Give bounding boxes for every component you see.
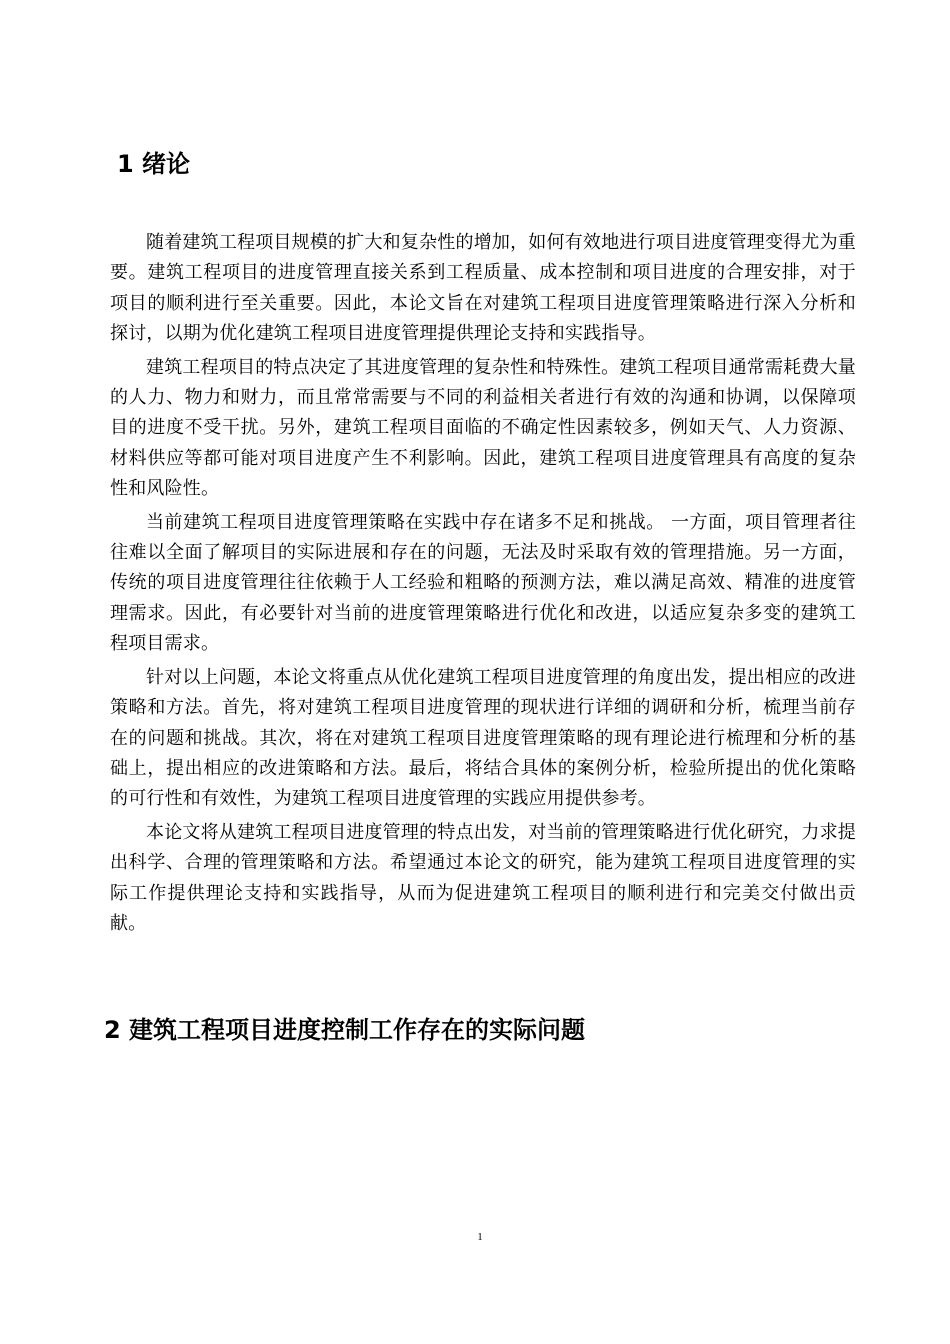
section-2-heading: 2 建筑工程项目进度控制工作存在的实际问题 — [104, 1016, 586, 1044]
paragraph-4: 针对以上问题，本论文将重点从优化建筑工程项目进度管理的角度出发，提出相应的改进策略和方法。首先，将对建筑工程项目进度管理的现状进行详细的调研和分析，梳理当前存在的问题和挑战。其次，将在对建筑工程项目进度管理策略的现有理论进行梳理和分析的基础上，提出相应的改进策略和方法。最后，将结合具体的案例分析，检验所提出的优化策略的可行性和有效性，为建筑工程项目进度管理的实践应用提供参考。 — [110, 666, 856, 810]
paragraph-1: 随着建筑工程项目规模的扩大和复杂性的增加，如何有效地进行项目进度管理变得尤为重要。建筑工程项目的进度管理直接关系到工程质量、成本控制和项目进度的合理安排，对于项目的顺利进行至关重要。因此，本论文旨在对建筑工程项目进度管理策略进行深入分析和探讨，以期为优化建筑工程项目进度管理提供理论支持和实践指导。 — [110, 232, 856, 345]
page-number: 1 — [477, 1231, 483, 1243]
section-1-body — [110, 228, 856, 939]
paragraph-5: 本论文将从建筑工程项目进度管理的特点出发，对当前的管理策略进行优化研究，力求提出科学、合理的管理策略和方法。希望通过本论文的研究，能为建筑工程项目进度管理的实际工作提供理论支持和实践指导，从而为促进建筑工程项目的顺利进行和完美交付做出贡献。 — [110, 821, 856, 934]
paragraph-2: 建筑工程项目的特点决定了其进度管理的复杂性和特殊性。建筑工程项目通常需耗费大量的人力、物力和财力，而且常常需要与不同的利益相关者进行有效的沟通和协调，以保障项目的进度不受干扰。另外，建筑工程项目面临的不确定性因素较多，例如天气、人力资源、材料供应等都可能对项目进度产生不利影响。因此，建筑工程项目进度管理具有高度的复杂性和风险性。 — [110, 356, 856, 500]
section-1-heading: 1 绪论 — [117, 150, 191, 178]
paragraph-3: 当前建筑工程项目进度管理策略在实践中存在诸多不足和挑战。 一方面，项目管理者往往难以全面了解项目的实际进展和存在的问题，无法及时采取有效的管理措施。另一方面，传统的项目进度管理往往依赖于人工经验和粗略的预测方法，难以满足高效、精准的进度管理需求。因此，有必要针对当前的进度管理策略进行优化和改进，以适应复杂多变的建筑工程项目需求。 — [110, 511, 856, 655]
